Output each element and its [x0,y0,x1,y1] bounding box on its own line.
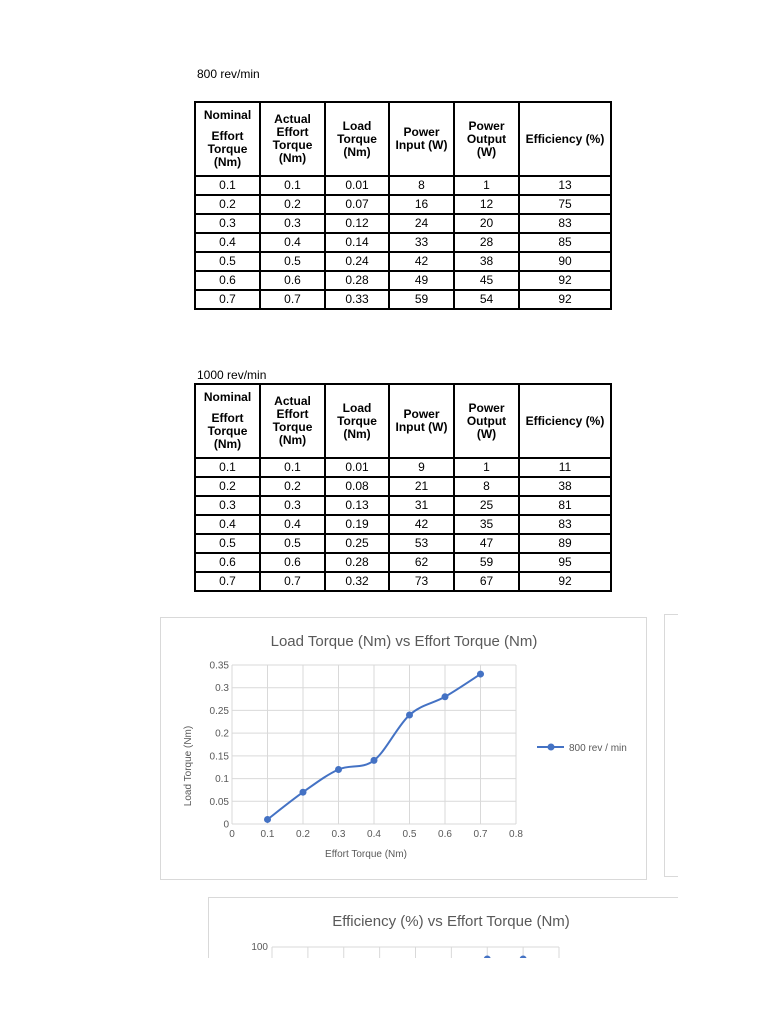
header-line: (W) [476,426,497,441]
table-cell: 67 [454,572,519,591]
table-caption-800: 800 rev/min [197,67,260,81]
y-tick-label: 0.2 [215,728,229,740]
table-cell: 1 [454,458,519,477]
table-cell: 0.25 [325,534,389,553]
table-cell: 53 [389,534,454,553]
table-cell: 0.3 [260,496,325,515]
header-line: (Nm) [343,144,371,159]
table-cell: 0.5 [260,252,325,271]
table-row [195,515,611,534]
table-cell: 0.2 [260,195,325,214]
table-cell: 42 [389,252,454,271]
table-cell: 0.1 [195,176,260,195]
header-line: (Nm) [343,426,371,441]
table-cell: 0.2 [195,195,260,214]
table-cell: 90 [519,252,611,271]
table-cell: 0.5 [260,534,325,553]
column-header [519,102,611,176]
x-tick-label: 0.7 [473,829,488,840]
header-line: (Nm) [278,433,307,447]
table-cell: 21 [389,477,454,496]
header-line: Actual [274,112,311,126]
table-cell: 38 [519,477,611,496]
legend-label: 800 rev / min [569,743,627,754]
y-tick-label: 0.1 [215,774,229,786]
table-cell: 0.1 [260,176,325,195]
table-cell: 0.6 [195,553,260,572]
table-cell: 11 [519,458,611,477]
table-row [195,290,611,309]
header-line: (Nm) [278,151,307,165]
table-cell: 92 [519,572,611,591]
table-cell: 0.24 [325,252,389,271]
table-cell: 8 [454,477,519,496]
header-line: Input (W) [395,138,448,152]
table-cell: 38 [454,252,519,271]
data-point [371,757,378,764]
header-line: Output [466,131,507,146]
y-tick-label: 0.35 [209,660,229,672]
table-cell: 0.33 [325,290,389,309]
table-cell: 8 [389,176,454,195]
column-header [195,384,260,458]
table-cell: 0.2 [260,477,325,496]
header-line: Efficiency (%) [525,413,605,428]
chart-load-vs-effort [160,617,647,880]
chart-efficiency-vs-effort [208,897,678,958]
table-cell: 0.28 [325,271,389,290]
y-tick-label: 0.15 [209,751,229,763]
table-cell: 59 [389,290,454,309]
table-cell: 83 [519,515,611,534]
header-line: Load [342,400,372,415]
data-point [264,816,271,823]
table-cell: 25 [454,496,519,515]
table-row [195,195,611,214]
table-cell: 0.32 [325,572,389,591]
header-line: Torque [272,138,313,152]
x-tick-label: 0.4 [367,829,381,840]
header-line: Nominal [203,390,252,404]
legend [537,743,627,754]
header-line: Load [342,118,372,133]
table-cell: 24 [389,214,454,233]
header-line: Input (W) [395,420,448,434]
table-caption-1000: 1000 rev/min [197,368,267,382]
table-cell: 20 [454,214,519,233]
y-tick-label: 100 [251,942,268,953]
table-1000-rpm [194,383,612,592]
header-line: (Nm) [213,437,242,451]
column-header [195,102,260,176]
table-cell: 75 [519,195,611,214]
table-cell: 0.07 [325,195,389,214]
x-tick-label: 0.6 [438,829,452,840]
data-point [520,956,527,959]
table-cell: 0.4 [260,515,325,534]
table-row [195,477,611,496]
column-header [454,384,519,458]
column-header [260,102,325,176]
table-row [195,252,611,271]
table-cell: 0.13 [325,496,389,515]
table-cell: 0.01 [325,176,389,195]
table-cell: 1 [454,176,519,195]
column-header [389,384,454,458]
table-row [195,458,611,477]
table-cell: 59 [454,553,519,572]
table-cell: 0.3 [195,496,260,515]
table-cell: 0.14 [325,233,389,252]
table-cell: 95 [519,553,611,572]
table-cell: 0.12 [325,214,389,233]
header-line: Torque [207,142,248,156]
table-cell: 0.7 [260,572,325,591]
header-line: Output [466,413,507,428]
chart-partial-right [664,614,678,877]
table-row [195,176,611,195]
header-line: Power [468,400,505,415]
table-cell: 0.4 [195,233,260,252]
table-row [195,572,611,591]
column-header [260,384,325,458]
table-cell: 0.6 [260,271,325,290]
table-cell: 0.4 [260,233,325,252]
table-cell: 16 [389,195,454,214]
table-cell: 49 [389,271,454,290]
table-row [195,271,611,290]
table-cell: 89 [519,534,611,553]
header-line: Torque [337,131,377,146]
data-point [477,671,484,678]
header-line: Nominal [203,108,252,122]
header-row [195,384,611,458]
header-line: Power [403,407,440,421]
data-point [406,711,413,718]
table-cell: 83 [519,214,611,233]
header-line: Torque [337,413,377,428]
data-point [484,956,491,959]
table-cell: 9 [389,458,454,477]
table-cell: 85 [519,233,611,252]
table-cell: 62 [389,553,454,572]
table-cell: 73 [389,572,454,591]
header-line: Effort [276,407,309,421]
table-cell: 0.08 [325,477,389,496]
x-tick-label: 0.8 [509,829,523,840]
chart-efficiency-svg [209,898,678,958]
table-cell: 45 [454,271,519,290]
table-row [195,496,611,515]
table-row [195,553,611,572]
x-tick-label: 0.1 [260,829,275,840]
table-cell: 0.5 [195,534,260,553]
table-cell: 0.28 [325,553,389,572]
data-point [442,693,449,700]
column-header [519,384,611,458]
data-point [335,766,342,773]
header-line: Power [403,125,440,139]
header-line: Efficiency (%) [525,131,605,146]
table-cell: 12 [454,195,519,214]
header-line: Effort [211,411,244,425]
table-cell: 0.6 [195,271,260,290]
table-cell: 0.19 [325,515,389,534]
header-line: Torque [272,420,313,434]
x-axis-label: Effort Torque (Nm) [325,849,407,860]
header-line: Power [468,118,505,133]
table-cell: 0.4 [195,515,260,534]
table-cell: 0.01 [325,458,389,477]
x-tick-label: 0 [229,829,235,840]
y-tick-label: 0 [223,819,229,831]
table-cell: 0.6 [260,553,325,572]
table-cell: 0.2 [195,477,260,496]
table-row [195,534,611,553]
legend-marker-icon [548,744,555,751]
y-tick-label: 0.3 [215,683,229,695]
table-cell: 28 [454,233,519,252]
table-cell: 47 [454,534,519,553]
header-line: Effort [211,129,244,143]
header-line: (W) [476,144,497,159]
y-axis-label: Load Torque (Nm) [183,725,194,807]
table-cell: 0.5 [195,252,260,271]
table-cell: 54 [454,290,519,309]
x-tick-label: 0.2 [296,829,310,840]
column-header [325,384,389,458]
header-line: Torque [207,424,248,438]
table-cell: 0.3 [260,214,325,233]
table-row [195,214,611,233]
header-line: Actual [274,394,311,408]
table-cell: 0.7 [195,290,260,309]
column-header [325,102,389,176]
column-header [389,102,454,176]
table-800-rpm [194,101,612,310]
data-point [300,789,307,796]
header-line: Effort [276,125,309,139]
table-cell: 35 [454,515,519,534]
x-tick-label: 0.3 [331,829,346,840]
table-cell: 31 [389,496,454,515]
table-cell: 92 [519,290,611,309]
table-row [195,233,611,252]
chart-title: Load Torque (Nm) vs Effort Torque (Nm) [270,633,538,650]
header-row [195,102,611,176]
table-cell: 0.7 [195,572,260,591]
table-cell: 0.1 [260,458,325,477]
header-line: (Nm) [213,155,242,169]
x-tick-label: 0.5 [402,829,417,840]
y-tick-label: 0.25 [209,705,229,717]
y-tick-label: 0.05 [209,796,229,808]
table-cell: 0.7 [260,290,325,309]
table-cell: 33 [389,233,454,252]
table-cell: 0.1 [195,458,260,477]
table-cell: 0.3 [195,214,260,233]
table-cell: 42 [389,515,454,534]
chart-load-vs-effort-svg [161,618,646,879]
table-cell: 81 [519,496,611,515]
table-cell: 13 [519,176,611,195]
table-cell: 92 [519,271,611,290]
chart-title: Efficiency (%) vs Effort Torque (Nm) [332,913,570,930]
column-header [454,102,519,176]
